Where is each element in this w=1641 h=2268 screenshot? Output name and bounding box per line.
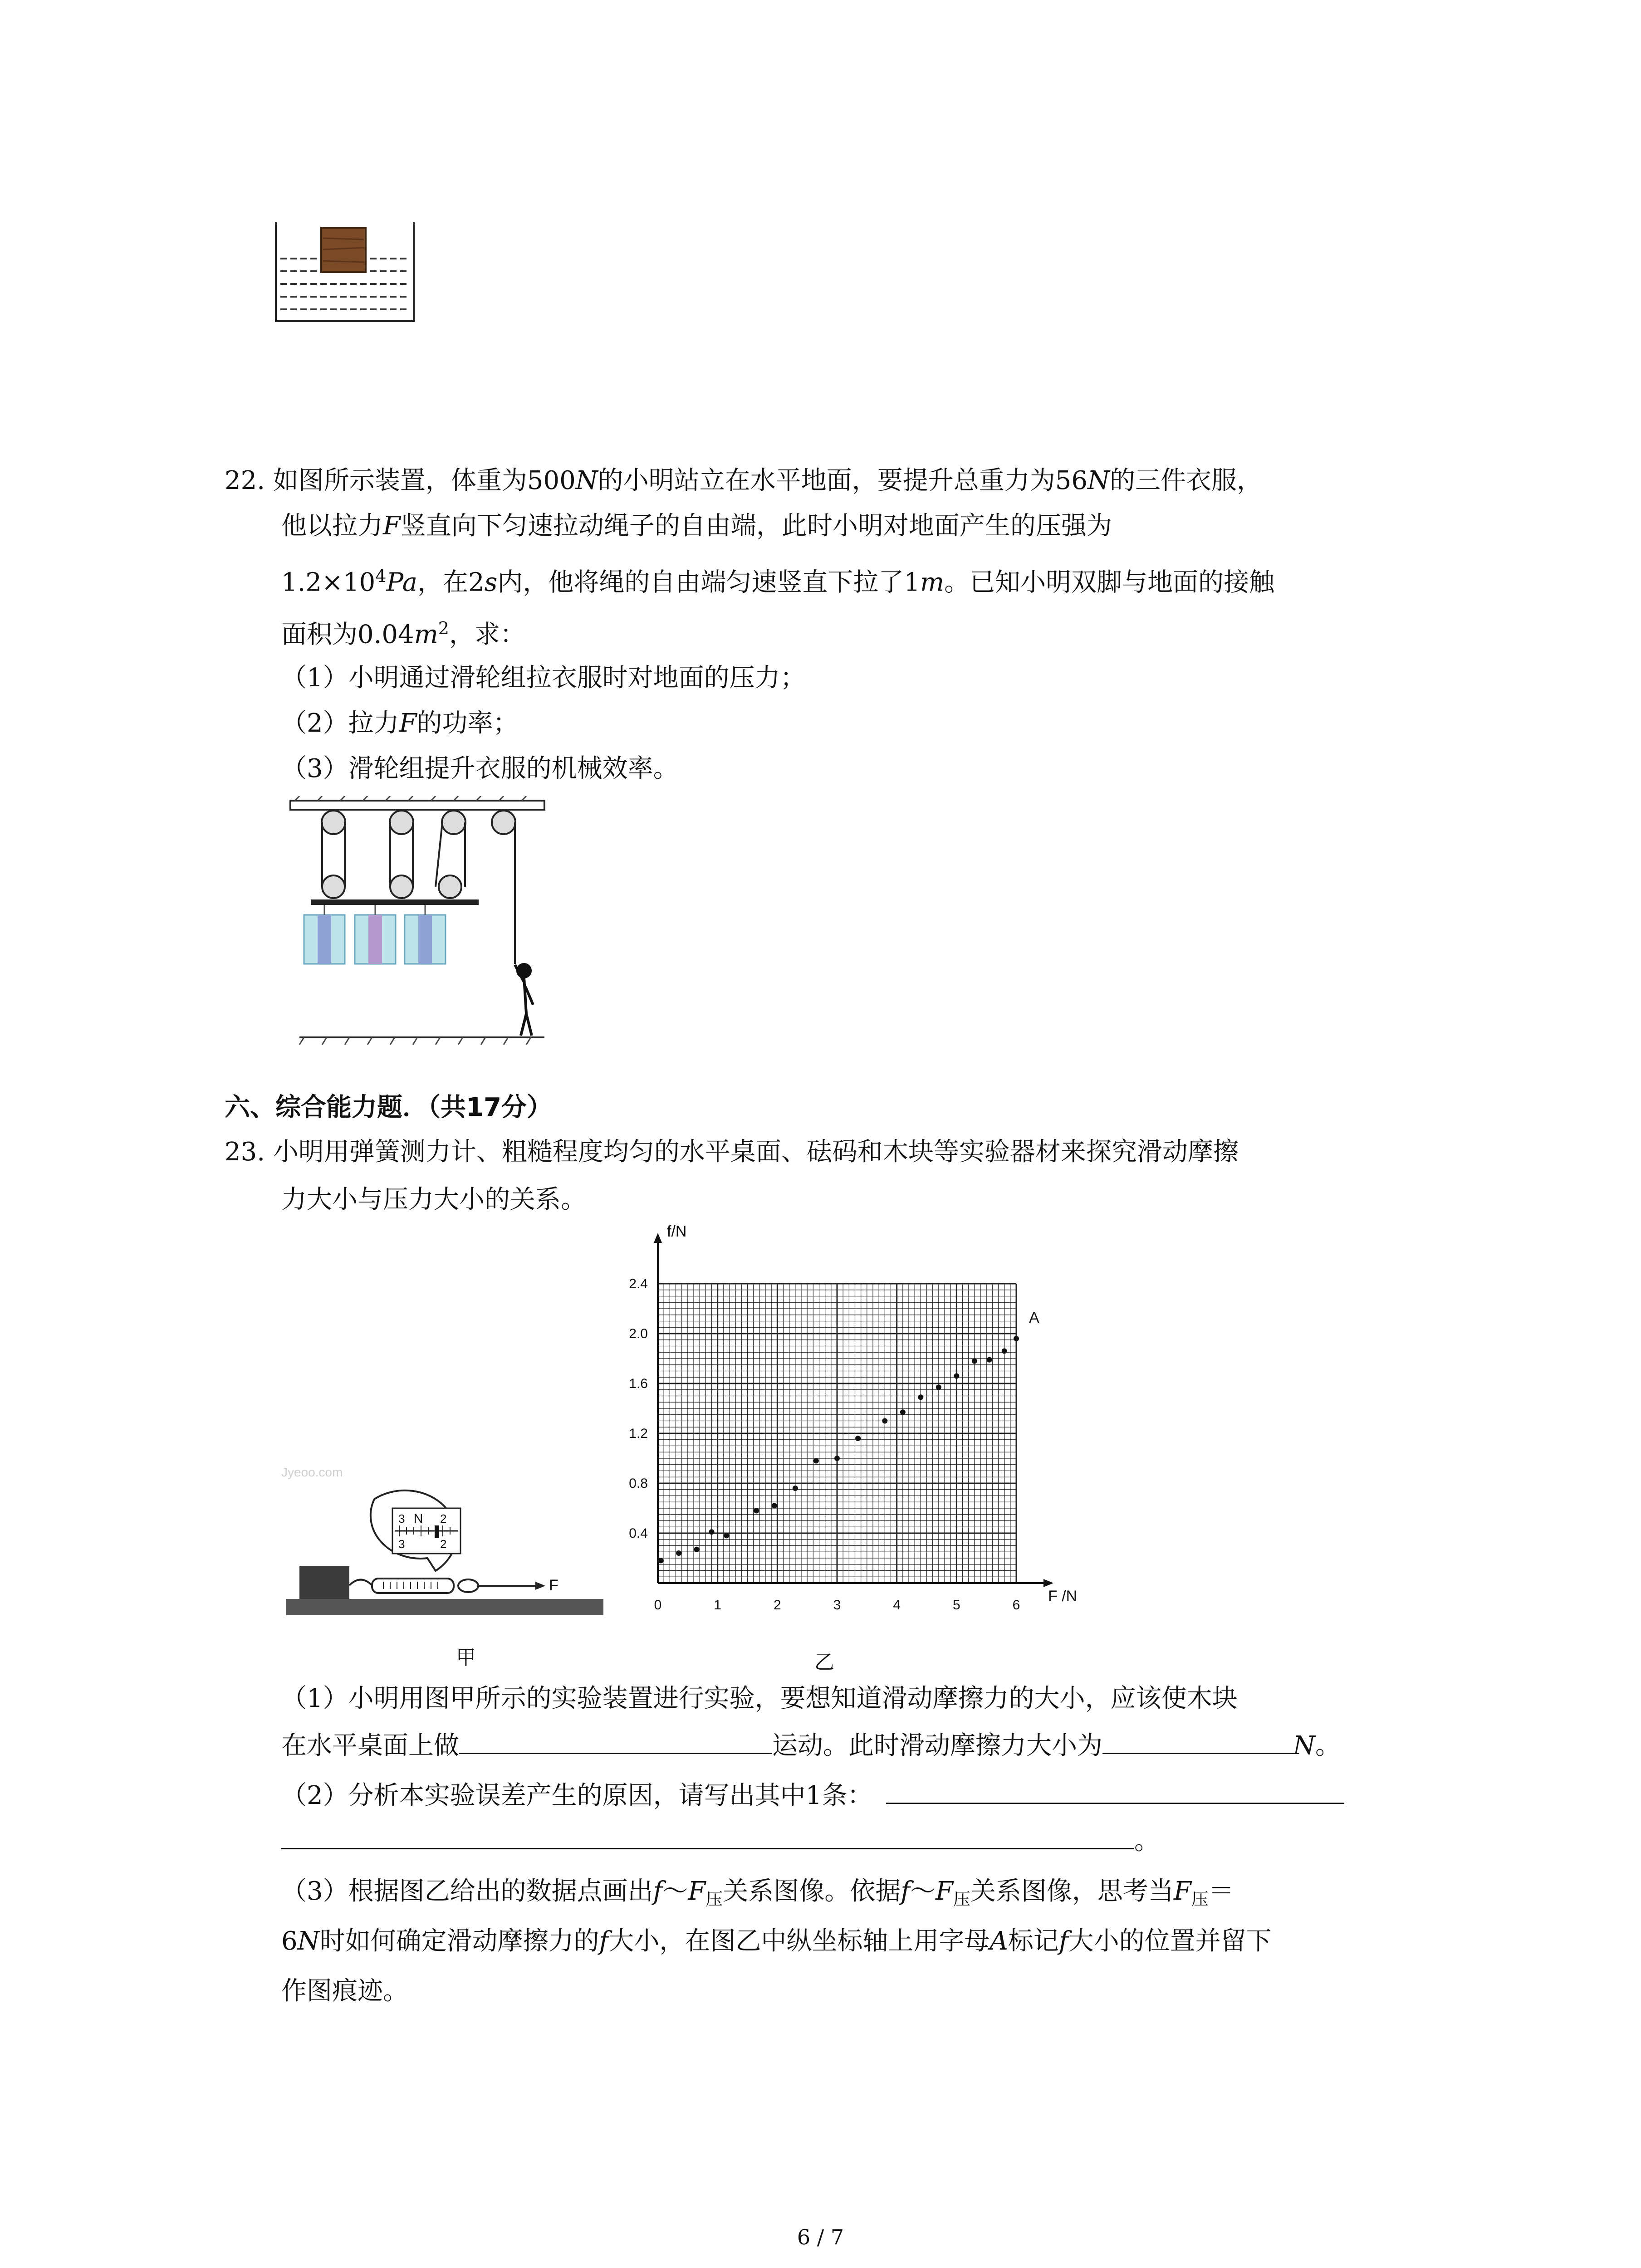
stick-figure-person bbox=[515, 964, 533, 1036]
chart-grid bbox=[658, 1284, 1016, 1583]
data-point bbox=[882, 1418, 887, 1424]
section-6-title: 六、综合能力题．（共17分） bbox=[225, 1093, 552, 1122]
q22-sub2: （2）拉力F的功率； bbox=[281, 709, 519, 738]
x-tick-label: 1 bbox=[714, 1598, 722, 1613]
ceiling-beam bbox=[290, 801, 544, 810]
watermark: Jyeoo.com bbox=[281, 1465, 343, 1479]
data-point bbox=[676, 1550, 681, 1556]
x-tick-label: 2 bbox=[773, 1598, 781, 1613]
q23-p3-line2: 6N时如何确定滑动摩擦力的f大小，在图乙中纵坐标轴上用字母A标记f大小的位置并留下 bbox=[281, 1926, 1272, 1956]
data-point bbox=[658, 1558, 664, 1564]
chart-axes bbox=[654, 1233, 1053, 1587]
block-in-water-figure bbox=[272, 218, 417, 327]
data-point bbox=[1002, 1349, 1007, 1354]
answer-blank-error-reason-cont[interactable] bbox=[281, 1823, 1134, 1849]
q23-p3-line3: 作图痕迹。 bbox=[281, 1976, 408, 2006]
x-tick-label: 3 bbox=[833, 1598, 841, 1613]
q23-p2-line1: （2）分析本实验误差产生的原因，请写出其中1条： bbox=[281, 1777, 1344, 1814]
wooden-block-jia bbox=[299, 1566, 349, 1599]
data-point bbox=[1014, 1336, 1019, 1341]
movable-pulleys bbox=[322, 875, 461, 898]
q23-line2: 力大小与压力大小的关系。 bbox=[281, 1185, 586, 1214]
data-point bbox=[987, 1357, 992, 1363]
y-tick-label: 0.4 bbox=[629, 1526, 648, 1541]
q22-line1: 22. 如图所示装置，体重为500N的小明站立在水平地面，要提升总重力为56N的三件衣服， bbox=[225, 466, 1263, 495]
svg-text:3: 3 bbox=[398, 1537, 405, 1551]
force-label-F: F bbox=[549, 1577, 558, 1594]
data-point bbox=[900, 1409, 906, 1415]
pulley-clothes-figure bbox=[281, 796, 563, 1059]
table-surface bbox=[286, 1599, 603, 1615]
x-tick-label: 0 bbox=[654, 1598, 662, 1613]
y-tick-label: 1.2 bbox=[629, 1426, 648, 1441]
clothes-rod bbox=[311, 899, 479, 905]
q22-line3: $1.2\times 10^4Pa$，在2s内，他将绳的自由端匀速竖直下拉了1m。已知小明双脚与地面的接触 bbox=[281, 566, 1275, 597]
chart-ylabel: f/N bbox=[667, 1223, 687, 1240]
spring-scale-body bbox=[372, 1579, 454, 1593]
figure-label-jia: 甲 bbox=[456, 1646, 476, 1669]
y-tick-label: 1.6 bbox=[629, 1376, 648, 1391]
data-point bbox=[918, 1394, 923, 1400]
x-tick-label: 4 bbox=[893, 1598, 901, 1613]
data-point bbox=[855, 1436, 861, 1441]
chart-data-points bbox=[658, 1336, 1019, 1564]
data-point bbox=[724, 1533, 729, 1539]
three-shirts bbox=[304, 905, 446, 964]
svg-text:3: 3 bbox=[398, 1512, 405, 1525]
x-axis-arrow bbox=[1043, 1579, 1053, 1587]
chart-xlabel: F /N bbox=[1048, 1588, 1078, 1605]
q22-number: 22. bbox=[225, 466, 265, 495]
data-point bbox=[972, 1359, 977, 1364]
data-point bbox=[954, 1374, 959, 1379]
chart-annotation-A: A bbox=[1029, 1309, 1039, 1326]
y-tick-label: 2.0 bbox=[629, 1326, 648, 1341]
q23-line1: 23. 小明用弹簧测力计、粗糙程度均匀的水平桌面、砝码和木块等实验器材来探究滑动摩擦 bbox=[225, 1137, 1239, 1167]
data-point bbox=[709, 1529, 715, 1535]
y-tick-label: 2.4 bbox=[629, 1276, 648, 1291]
q22-sub1: （1）小明通过滑轮组拉衣服时对地面的压力； bbox=[281, 663, 806, 693]
meter-unit-N: N bbox=[414, 1511, 423, 1525]
pull-ring bbox=[458, 1579, 478, 1592]
q22-line2: 他以拉力F竖直向下匀速拉动绳子的自由端，此时小明对地面产生的压强为 bbox=[281, 511, 1112, 541]
svg-text:2: 2 bbox=[440, 1537, 447, 1551]
q23-p1-line1: （1）小明用图甲所示的实验装置进行实验，要想知道滑动摩擦力的大小，应该使木块 bbox=[281, 1684, 1238, 1713]
meter-pointer bbox=[435, 1525, 439, 1538]
data-point bbox=[936, 1384, 941, 1390]
q22-sub3: （3）滑轮组提升衣服的机械效率。 bbox=[281, 754, 679, 783]
q23-number: 23. bbox=[225, 1137, 265, 1167]
x-tick-label: 6 bbox=[1012, 1598, 1020, 1613]
data-point bbox=[754, 1508, 759, 1514]
q23-p2-line2: 。 bbox=[281, 1823, 1160, 1859]
figure-label-yi: 乙 bbox=[814, 1651, 834, 1674]
data-point bbox=[793, 1486, 798, 1491]
data-point bbox=[694, 1547, 700, 1552]
answer-blank-motion[interactable] bbox=[459, 1727, 772, 1754]
answer-blank-error-reason[interactable] bbox=[886, 1777, 1344, 1804]
y-tick-label: 0.8 bbox=[629, 1476, 648, 1491]
svg-text:2: 2 bbox=[440, 1512, 447, 1525]
y-axis-arrow bbox=[654, 1233, 662, 1243]
hook-wire bbox=[349, 1580, 372, 1586]
x-tick-label: 5 bbox=[952, 1598, 960, 1613]
data-point bbox=[772, 1503, 777, 1509]
q23-p1-line2: 在水平桌面上做 运动。此时滑动摩擦力大小为 N。 bbox=[281, 1727, 1341, 1764]
page-number: 6 / 7 bbox=[797, 2225, 844, 2249]
q22-line4: 面积为$0.04m^2$，求： bbox=[281, 618, 525, 650]
figure-yi-friction-chart bbox=[603, 1220, 1102, 1651]
figure-jia-spring-scale bbox=[281, 1449, 617, 1631]
answer-blank-friction[interactable] bbox=[1102, 1727, 1293, 1754]
fixed-pulleys bbox=[322, 811, 515, 834]
q23-p3-line1: （3）根据图乙给出的数据点画出$f\sim F_压$关系图像。依据$f\sim F_压$关系图像，思考当$F_压=$ bbox=[281, 1877, 1234, 1910]
data-point bbox=[813, 1458, 819, 1464]
data-point bbox=[834, 1456, 840, 1461]
